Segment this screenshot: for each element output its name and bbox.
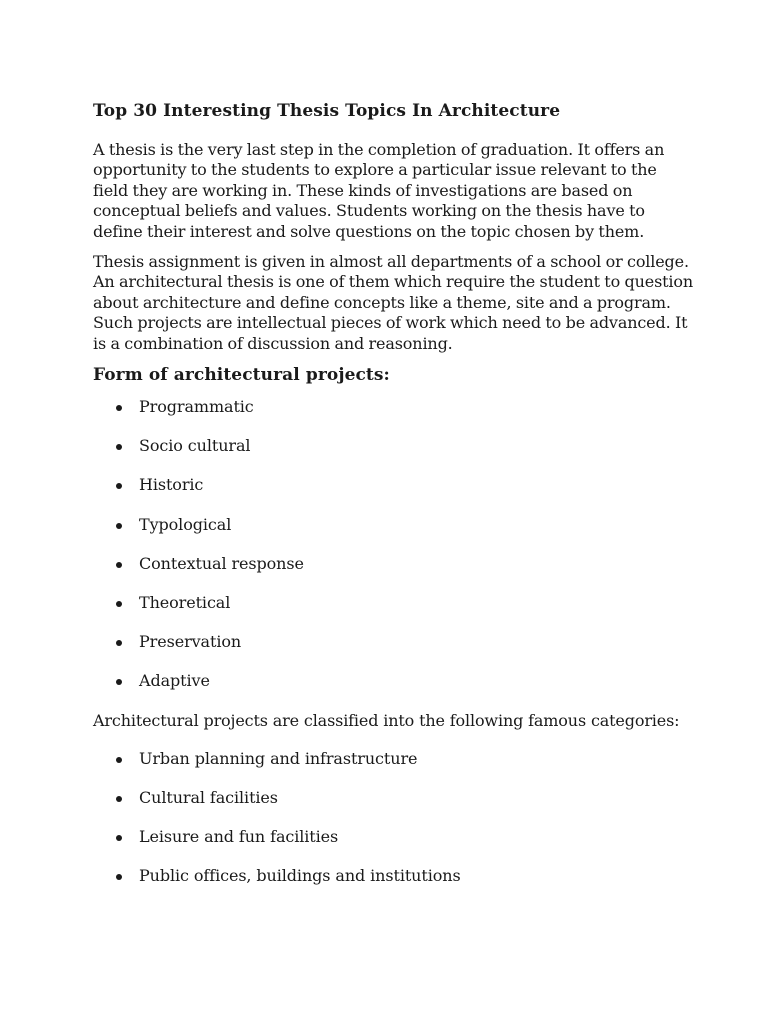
document-title: Top 30 Interesting Thesis Topics In Architecture <box>93 101 561 121</box>
bullet-icon <box>116 483 122 489</box>
list-item-label: Adaptive <box>139 671 210 691</box>
bullet-icon <box>116 640 122 646</box>
list-item <box>93 554 693 593</box>
list-item <box>93 593 693 632</box>
categories-list <box>93 749 693 906</box>
list-item <box>93 436 693 475</box>
bullet-icon <box>116 405 122 411</box>
bullet-icon <box>116 757 122 763</box>
paragraph-thesis-assignment: Thesis assignment is given in almost all departments of a school or college. An architectural thesis is one of them which require the student to question about architecture and define concepts like a theme, site and a program. Such projects are intellectual pieces of work which need to be advanced. It is a combination of discussion and reasoning. <box>93 252 694 353</box>
list-item-label: Historic <box>139 475 204 495</box>
list-item-label: Urban planning and infrastructure <box>139 748 418 768</box>
list-item <box>93 749 693 788</box>
section-heading-forms: Form of architectural projects: <box>93 365 390 386</box>
list-item-label: Programmatic <box>139 397 254 417</box>
list-item <box>93 671 693 710</box>
bullet-icon <box>116 601 122 607</box>
list-item <box>93 515 693 554</box>
bullet-icon <box>116 874 122 880</box>
forms-list <box>93 397 693 711</box>
list-item-label: Cultural facilities <box>139 787 278 807</box>
list-item <box>93 788 693 827</box>
bullet-icon <box>116 523 122 529</box>
bullet-icon <box>116 679 122 685</box>
list-item <box>93 866 693 905</box>
list-item-label: Typological <box>139 514 232 534</box>
list-item-label: Public offices, buildings and institutions <box>139 866 461 886</box>
list-item-label: Socio cultural <box>139 436 251 456</box>
list-item <box>93 632 693 671</box>
list-item <box>93 397 693 436</box>
bullet-icon <box>116 835 122 841</box>
bullet-icon <box>116 796 122 802</box>
bullet-icon <box>116 444 122 450</box>
list-item-label: Contextual response <box>139 553 304 573</box>
list-item-label: Preservation <box>139 632 242 652</box>
list-item <box>93 475 693 514</box>
list-item-label: Theoretical <box>139 593 231 612</box>
document-page <box>93 100 693 905</box>
categories-intro: Architectural projects are classified into the following famous categories: <box>93 710 680 730</box>
list-item-label: Leisure and fun facilities <box>139 826 339 846</box>
list-item <box>93 827 693 866</box>
bullet-icon <box>116 562 122 568</box>
paragraph-intro: A thesis is the very last step in the completion of graduation. It offers an opportunity to the students to explore a particular issue relevant to the field they are working in. These kinds of investigations are based on conceptual beliefs and values. Students working on the thesis have to define their interest and solve questions on the topic chosen by them. <box>93 140 665 241</box>
